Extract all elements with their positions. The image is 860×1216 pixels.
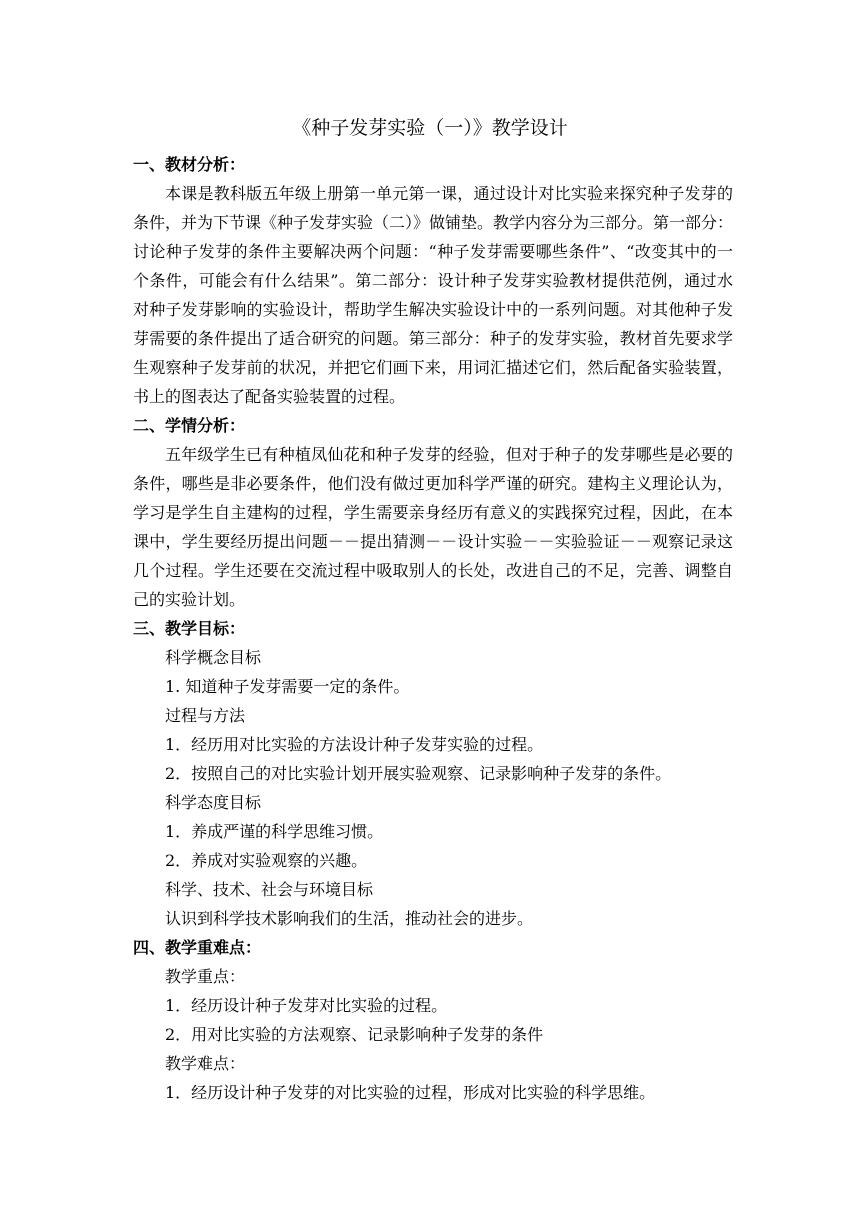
section-heading-textbook-analysis: 一、教材分析： (133, 155, 246, 174)
section-heading-key-difficulties: 四、教学重难点： (133, 938, 262, 957)
key-point-line: 教学重点： (165, 967, 246, 986)
section-heading-teaching-objectives: 三、教学目标： (133, 619, 246, 638)
objective-line: 1．养成严谨的科学思维习惯。 (165, 822, 384, 841)
key-point-line: 1．经历设计种子发芽对比实验的过程。 (165, 996, 448, 1015)
objective-line: 科学态度目标 (165, 793, 262, 812)
section-heading-student-analysis: 二、学情分析： (133, 416, 246, 435)
objective-line: 科学概念目标 (165, 648, 262, 667)
document-body (133, 150, 733, 1107)
key-point-line: 2．用对比实验的方法观察、记录影响种子发芽的条件 (165, 1025, 544, 1044)
key-point-line: 教学难点： (165, 1054, 246, 1073)
key-point-line: 1．经历设计种子发芽的对比实验的过程，形成对比实验的科学思维。 (165, 1083, 656, 1102)
objective-line: 过程与方法 (165, 706, 246, 725)
objective-line: 认识到科学技术影响我们的生活，推动社会的进步。 (165, 909, 534, 928)
student-analysis-paragraph: 五年级学生已有种植凤仙花和种子发芽的经验，但对于种子的发芽哪些是必要的条件，哪些是非必要条件，他们没有做过更加科学严谨的研究。建构主义理论认为，学习是学生自主建构的过程，学生需要亲身经历有意义的实践探究过程，因此，在本课中，学生要经历提出问题－－提出猜测－－设计实验－－实验验证－－观察记录这几个过程。学生还要在交流过程中吸取别人的长处，改进自己的不足，完善、调整自己的实验计划。 (133, 445, 733, 609)
objective-line: 1. 知道种子发芽需要一定的条件。 (165, 677, 410, 696)
objective-line: 科学、技术、社会与环境目标 (165, 880, 374, 899)
objective-line: 1．经历用对比实验的方法设计种子发芽实验的过程。 (165, 735, 544, 754)
textbook-analysis-paragraph: 本课是教科版五年级上册第一单元第一课，通过设计对比实验来探究种子发芽的条件，并为下节课《种子发芽实验（二）》做铺垫。教学内容分为三部分。第一部分：讨论种子发芽的条件主要解决两个问题：“种子发芽需要哪些条件”、“改变其中的一个条件，可能会有什么结果”。第二部分：设计种子发芽实验教材提供范例，通过水对种子发芽影响的实验设计，帮助学生解决实验设计中的一系列问题。对其他种子发芽需要的条件提出了适合研究的问题。第三部分：种子的发芽实验，教材首先要求学生观察种子发芽前的状况，并把它们画下来，用词汇描述它们，然后配备实验装置，书上的图表达了配备实验装置的过程。 (133, 184, 734, 406)
objective-line: 2．养成对实验观察的兴趣。 (165, 851, 368, 870)
objective-line: 2．按照自己的对比实验计划开展实验观察、记录影响种子发芽的条件。 (165, 764, 672, 783)
document-title: 《种子发芽实验（一）》教学设计 (292, 117, 568, 139)
